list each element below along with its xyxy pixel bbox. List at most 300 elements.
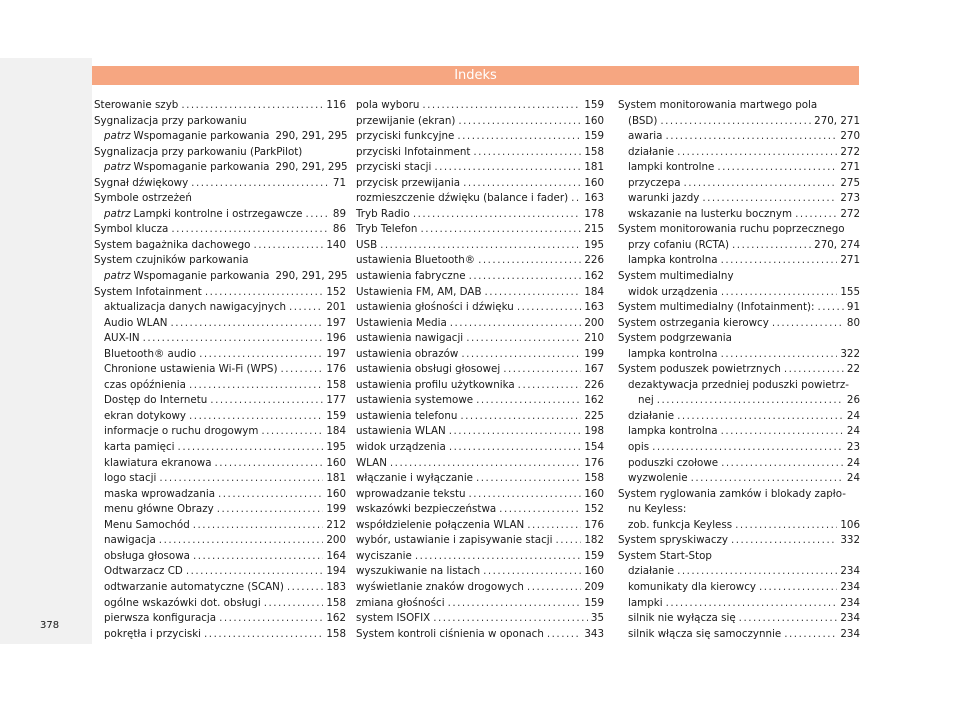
index-entry-text: włączanie i wyłączanie: [356, 472, 474, 485]
index-entry: [618, 176, 860, 192]
index-entry-page[interactable]: 154: [584, 441, 604, 454]
index-entry-text: AUX-IN: [104, 332, 140, 345]
index-entry: [356, 300, 604, 316]
index-entry-page[interactable]: 178: [584, 207, 604, 220]
index-entry-text: obsługa głosowa: [104, 549, 190, 562]
index-entry-term: [104, 331, 140, 347]
index-entry: [94, 285, 346, 301]
index-entry-term: [628, 285, 718, 301]
index-entry: [356, 409, 604, 425]
index-entry-text: System multimedialny: [618, 270, 734, 283]
index-entry-term: [618, 98, 817, 114]
index-entry-text: ustawienia systemowe: [356, 394, 474, 407]
index-entry-term: [628, 176, 681, 192]
index-entry-term: [628, 253, 718, 269]
dot-leader: [476, 393, 581, 409]
index-entry: [94, 129, 346, 145]
index-entry-page[interactable]: 155: [840, 285, 860, 298]
index-entry-text: przyczepa: [628, 176, 681, 189]
index-header-bar: [92, 66, 859, 85]
index-entry-page[interactable]: 152: [584, 503, 604, 516]
index-entry-text: wybór, ustawianie i zapisywanie stacji: [356, 534, 553, 547]
index-entry-page[interactable]: 167: [584, 363, 604, 376]
index-entry-text: Chronione ustawienia Wi-Fi (WPS): [104, 363, 278, 376]
index-entry-term: [356, 129, 454, 145]
index-entry-term: [628, 518, 732, 534]
index-entry-page[interactable]: 116: [326, 99, 346, 111]
index-entry: [356, 362, 604, 378]
index-entry-page[interactable]: 332: [840, 534, 860, 547]
index-entry: [356, 627, 604, 643]
index-entry-page[interactable]: 226: [584, 254, 604, 267]
index-entry-text: rozmieszczenie dźwięku (balance i fader): [356, 192, 569, 205]
index-entry: [356, 611, 604, 627]
index-entry-term: [628, 596, 663, 612]
index-entry: [356, 378, 604, 394]
dot-leader: [483, 564, 581, 580]
index-entry: [356, 424, 604, 440]
index-entry-text: Ustawienia FM, AM, DAB: [356, 285, 482, 298]
index-entry-page[interactable]: 210: [584, 332, 604, 345]
index-entry-text: wyciszanie: [356, 549, 412, 562]
index-entry-text: Wspomaganie parkowania: [133, 130, 270, 143]
dot-leader: [380, 238, 581, 254]
index-entry-page[interactable]: 176: [584, 456, 604, 469]
index-entry-text: Wspomaganie parkowania: [133, 161, 270, 174]
index-entry-term: [104, 362, 277, 378]
index-entry: [618, 253, 860, 269]
index-entry-page[interactable]: 162: [584, 270, 604, 283]
index-entry-term: [618, 533, 728, 549]
index-entry: [94, 378, 346, 394]
index-entry-term: [628, 456, 718, 472]
dot-leader: [413, 207, 581, 223]
index-entry-page[interactable]: 209: [584, 580, 604, 593]
index-entry-page[interactable]: 140: [326, 238, 346, 251]
index-entry-page[interactable]: 234: [840, 596, 860, 609]
index-entry-term: [356, 176, 460, 192]
index-entry: [356, 129, 604, 145]
index-entry-text: widok urządzenia: [356, 441, 446, 454]
index-entry-term: [628, 611, 736, 627]
index-entry-text: ustawienia WLAN: [356, 425, 446, 438]
index-entry-page[interactable]: 197: [326, 347, 346, 360]
dot-leader: [499, 502, 581, 518]
index-entry-term: [356, 222, 417, 238]
index-entry: [94, 393, 346, 409]
index-entry-page[interactable]: 212: [326, 518, 346, 531]
index-entry-page[interactable]: 290, 291, 295: [275, 130, 348, 143]
dot-leader: [217, 502, 324, 518]
index-entry-text: działanie: [628, 409, 675, 422]
index-entry: [356, 564, 604, 580]
dot-leader: [261, 424, 323, 440]
dot-leader: [518, 378, 582, 394]
index-entry: [94, 160, 346, 176]
index-entry-term: [104, 393, 207, 409]
index-entry-page[interactable]: 195: [584, 238, 604, 251]
index-entry: [356, 393, 604, 409]
index-entry-text: ekran dotykowy: [104, 409, 187, 422]
index-entry: [618, 347, 860, 363]
index-entry-page[interactable]: 198: [584, 425, 604, 438]
index-entry-text: informacje o ruchu drogowym: [104, 425, 259, 438]
index-entry-term: [94, 238, 250, 254]
index-entry: [618, 627, 860, 643]
index-entry: [356, 114, 604, 130]
dot-leader: [478, 253, 581, 269]
index-entry-text: widok urządzenia: [628, 285, 718, 298]
dot-leader: [652, 440, 844, 456]
dot-leader: [450, 316, 582, 332]
dot-leader: [181, 98, 323, 114]
index-entry-term: [104, 424, 258, 440]
dot-leader: [665, 129, 837, 145]
index-entry-text: System monitorowania ruchu poprzecznego: [618, 223, 845, 236]
index-entry-text: Sygnalizacja przy parkowaniu (ParkPilot): [94, 145, 303, 158]
index-entry-text: logo stacji: [104, 472, 157, 485]
dot-leader: [422, 98, 581, 114]
index-entry-text: lampka kontrolna: [628, 347, 718, 360]
index-entry-page[interactable]: 194: [326, 565, 346, 578]
index-entry-term: [104, 347, 196, 363]
index-entry-page[interactable]: 152: [326, 285, 346, 298]
index-entry-text: System multimedialny (Infotainment):: [618, 301, 815, 314]
index-entry-page[interactable]: 201: [326, 301, 346, 314]
index-entry-page[interactable]: 164: [326, 549, 346, 562]
index-entry-term: [104, 580, 284, 596]
index-entry: [618, 549, 860, 565]
index-entry: [94, 502, 346, 518]
index-entry-page[interactable]: 159: [584, 130, 604, 143]
index-entry-term: [356, 627, 544, 643]
index-entry-page[interactable]: 270, 271: [814, 114, 860, 127]
index-entry-text: karta pamięci: [104, 441, 175, 454]
dot-leader: [660, 114, 811, 130]
index-entry: [356, 502, 604, 518]
page-margin-strip: [0, 58, 92, 644]
index-entry-text: Odtwarzacz CD: [104, 565, 183, 578]
index-entry-term: [104, 300, 286, 316]
index-column-1: [94, 98, 346, 642]
dot-leader: [253, 238, 323, 254]
index-entry-text: Bluetooth® audio: [104, 347, 197, 360]
index-entry: [356, 316, 604, 332]
index-entry-text: system ISOFIX: [356, 612, 431, 625]
index-column-2: [356, 98, 604, 642]
index-entry-page[interactable]: 182: [584, 534, 604, 547]
dot-leader: [677, 145, 837, 161]
dot-leader: [218, 487, 323, 503]
index-entry-term: [94, 176, 188, 192]
index-entry-page[interactable]: 234: [840, 580, 860, 593]
index-entry-page[interactable]: 184: [584, 285, 604, 298]
index-entry-page[interactable]: 270: [840, 130, 860, 143]
index-entry-text: Sygnalizacja przy parkowaniu: [94, 114, 247, 127]
index-entry: [618, 269, 860, 285]
index-entry-page[interactable]: 26: [846, 394, 860, 407]
index-entry-page[interactable]: 272: [840, 207, 860, 220]
index-entry: [356, 487, 604, 503]
index-entry-text: współdzielenie połączenia WLAN: [356, 518, 525, 531]
index-entry-term: [104, 409, 186, 425]
index-entry-page[interactable]: 199: [584, 347, 604, 360]
index-entry-term: [94, 253, 249, 269]
index-entry-page[interactable]: 181: [584, 161, 604, 174]
dot-leader: [204, 627, 323, 643]
index-entry-text: lampka kontrolna: [628, 425, 718, 438]
index-entry-term: [104, 533, 156, 549]
index-entry-page[interactable]: 158: [326, 378, 346, 391]
index-entry-text: wprowadzanie tekstu: [356, 487, 466, 500]
dot-leader: [684, 176, 838, 192]
index-entry: [618, 191, 860, 207]
index-entry-page[interactable]: 160: [584, 176, 604, 189]
index-entry-page[interactable]: 71: [332, 176, 346, 189]
index-entry: [94, 533, 346, 549]
index-entry: [94, 176, 346, 192]
index-entry: [356, 98, 604, 114]
index-entry-page[interactable]: 195: [326, 441, 346, 454]
index-entry-text: pola wyboru: [356, 99, 420, 111]
index-entry-page[interactable]: 226: [584, 378, 604, 391]
index-entry-text: Dostęp do Internetu: [104, 394, 208, 407]
index-entry-page[interactable]: 234: [840, 612, 860, 625]
index-entry-text: ustawienia obrazów: [356, 347, 459, 360]
page-number: 378: [40, 620, 60, 631]
dot-leader: [555, 533, 581, 549]
index-entry-text: silnik włącza się samoczynnie: [628, 627, 782, 640]
dot-leader: [485, 285, 582, 301]
index-entry: [356, 285, 604, 301]
index-entry-term: [618, 487, 846, 503]
dot-leader: [717, 160, 837, 176]
index-entry-text: zob. funkcja Keyless: [628, 518, 733, 531]
index-entry-page[interactable]: 275: [840, 176, 860, 189]
index-entry-term: [94, 222, 168, 238]
index-entry-text: przyciski funkcyjne: [356, 130, 455, 143]
dot-leader: [527, 580, 581, 596]
index-entry-page[interactable]: 163: [584, 301, 604, 314]
index-entry-page[interactable]: 159: [584, 99, 604, 111]
index-entry-text: System poduszek powietrznych: [618, 363, 781, 376]
index-entry-page[interactable]: 24: [846, 456, 860, 469]
index-entry-term: [618, 269, 734, 285]
index-entry-text: ustawienia fabryczne: [356, 270, 466, 283]
index-entry-term: [356, 424, 446, 440]
index-entry-page[interactable]: 35: [590, 612, 604, 625]
index-entry-term: [356, 580, 524, 596]
index-entry: [94, 409, 346, 425]
index-entry-text: przy cofaniu (RCTA): [628, 238, 730, 251]
index-entry-page[interactable]: 86: [332, 223, 346, 236]
index-entry: [618, 393, 860, 409]
index-entry-page[interactable]: 160: [584, 114, 604, 127]
page-title: Indeks: [454, 68, 497, 83]
index-entry: [618, 222, 860, 238]
index-entry-page[interactable]: 273: [840, 192, 860, 205]
index-entry: [618, 160, 860, 176]
index-entry-page[interactable]: 89: [332, 207, 346, 220]
index-entry-term: [628, 191, 699, 207]
index-entry: [94, 191, 346, 207]
dot-leader: [199, 347, 323, 363]
index-entry-page[interactable]: 290, 291, 295: [275, 161, 348, 174]
index-entry-page[interactable]: 159: [584, 549, 604, 562]
index-entry-term: [356, 564, 480, 580]
index-entry-page[interactable]: 160: [326, 456, 346, 469]
index-entry-page[interactable]: 160: [326, 487, 346, 500]
index-entry-page[interactable]: 322: [840, 347, 860, 360]
index-entry-term: [628, 145, 674, 161]
index-entry-text: Menu Samochód: [104, 518, 190, 531]
dot-leader: [657, 393, 844, 409]
index-entry-page[interactable]: 183: [326, 580, 346, 593]
index-entry-page[interactable]: 24: [846, 472, 860, 485]
index-entry: [356, 347, 604, 363]
index-entry-term: [628, 378, 849, 394]
index-entry: [94, 487, 346, 503]
index-entry: [618, 580, 860, 596]
index-entry: [618, 331, 860, 347]
dot-leader: [143, 331, 324, 347]
index-entry-page[interactable]: 176: [584, 518, 604, 531]
index-entry-text: silnik nie wyłącza się: [628, 612, 736, 625]
index-entry-page[interactable]: 162: [326, 612, 346, 625]
index-entry-page[interactable]: 215: [584, 223, 604, 236]
index-entry-term: [356, 502, 496, 518]
index-entry-term: [628, 580, 756, 596]
index-entry-page[interactable]: 158: [326, 627, 346, 640]
index-entry-term: [104, 129, 270, 145]
index-entry-page[interactable]: 270, 274: [814, 238, 860, 251]
index-entry-term: [356, 191, 568, 207]
index-entry: [618, 207, 860, 223]
index-entry-text: pokrętła i przyciski: [104, 627, 202, 640]
index-entry: [618, 378, 860, 394]
index-entry-page[interactable]: 272: [840, 145, 860, 158]
index-entry-page[interactable]: 181: [326, 472, 346, 485]
dot-leader: [210, 393, 323, 409]
index-entry-page[interactable]: 199: [326, 503, 346, 516]
index-entry-page[interactable]: 234: [840, 565, 860, 578]
index-entry: [94, 238, 346, 254]
index-entry-page[interactable]: 177: [326, 394, 346, 407]
index-entry-page[interactable]: 225: [584, 409, 604, 422]
index-entry-page[interactable]: 234: [840, 627, 860, 640]
index-entry-page[interactable]: 197: [326, 316, 346, 329]
index-entry-term: [628, 424, 718, 440]
index-entry-text: (BSD): [628, 114, 658, 127]
index-entry-ref: patrz: [104, 130, 131, 143]
index-entry-page[interactable]: 22: [846, 363, 860, 376]
dot-leader: [264, 596, 324, 612]
index-entry: [618, 114, 860, 130]
index-entry-page[interactable]: 24: [846, 425, 860, 438]
index-entry-text: System podgrzewania: [618, 332, 732, 345]
index-entry-page[interactable]: 343: [584, 627, 604, 640]
index-entry: [356, 269, 604, 285]
index-entry: [618, 238, 860, 254]
index-entry-page[interactable]: 160: [584, 565, 604, 578]
index-entry-page[interactable]: 271: [840, 161, 860, 174]
index-entry: [94, 347, 346, 363]
index-entry-page[interactable]: 160: [584, 487, 604, 500]
dot-leader: [458, 114, 581, 130]
index-entry-page[interactable]: 184: [326, 425, 346, 438]
index-entry-text: warunki jazdy: [628, 192, 700, 205]
index-entry-text: Ustawienia Media: [356, 316, 447, 329]
dot-leader: [735, 518, 837, 534]
dot-leader: [159, 471, 323, 487]
index-entry-page[interactable]: 163: [584, 192, 604, 205]
index-entry-text: nu Keyless:: [628, 503, 687, 516]
index-entry: [618, 362, 860, 378]
index-entry-page[interactable]: 158: [584, 145, 604, 158]
index-entry-page[interactable]: 91: [846, 301, 860, 314]
index-entry-term: [104, 518, 190, 534]
index-entry-term: [104, 596, 261, 612]
index-entry-term: [94, 145, 302, 161]
index-entry: [356, 238, 604, 254]
index-entry-page[interactable]: 80: [846, 316, 860, 329]
index-entry: [356, 145, 604, 161]
index-entry-term: [356, 456, 387, 472]
dot-leader: [731, 533, 837, 549]
index-entry-text: wyszukiwanie na listach: [356, 565, 481, 578]
dot-leader: [691, 471, 844, 487]
index-entry-term: [104, 160, 270, 176]
index-entry-page[interactable]: 159: [326, 409, 346, 422]
index-entry-page[interactable]: 159: [584, 596, 604, 609]
index-entry-text: System ostrzegania kierowcy: [618, 316, 769, 329]
dot-leader: [759, 580, 837, 596]
index-entry-page[interactable]: 23: [846, 441, 860, 454]
index-entry-page[interactable]: 200: [326, 534, 346, 547]
index-entry-page[interactable]: 158: [584, 472, 604, 485]
dot-leader: [305, 207, 329, 223]
index-entry-page[interactable]: 176: [326, 363, 346, 376]
index-entry-term: [356, 316, 447, 332]
dot-leader: [280, 362, 323, 378]
index-entry-text: Tryb Telefon: [356, 223, 418, 236]
index-entry-page[interactable]: 24: [846, 409, 860, 422]
index-entry-page[interactable]: 290, 291, 295: [275, 270, 348, 283]
index-entry: [356, 176, 604, 192]
index-entry-page[interactable]: 162: [584, 394, 604, 407]
index-entry-page[interactable]: 271: [840, 254, 860, 267]
index-entry-term: [356, 596, 445, 612]
index-entry-term: [356, 440, 446, 456]
index-entry-page[interactable]: 158: [326, 596, 346, 609]
index-entry-text: przewijanie (ekran): [356, 114, 456, 127]
dot-leader: [721, 424, 844, 440]
index-entry-term: [356, 347, 458, 363]
index-entry-text: System bagażnika dachowego: [94, 238, 251, 251]
index-entry: [94, 253, 346, 269]
index-entry: [618, 409, 860, 425]
index-entry: [618, 487, 860, 503]
index-entry-text: opis: [628, 441, 650, 454]
index-entry-term: [104, 487, 215, 503]
index-entry-text: Sygnał dźwiękowy: [94, 176, 189, 189]
index-entry-term: [104, 611, 216, 627]
index-entry-page[interactable]: 200: [584, 316, 604, 329]
index-entry-page[interactable]: 106: [840, 518, 860, 531]
index-entry-term: [628, 238, 729, 254]
index-entry-page[interactable]: 196: [326, 332, 346, 345]
index-entry-term: [104, 456, 212, 472]
